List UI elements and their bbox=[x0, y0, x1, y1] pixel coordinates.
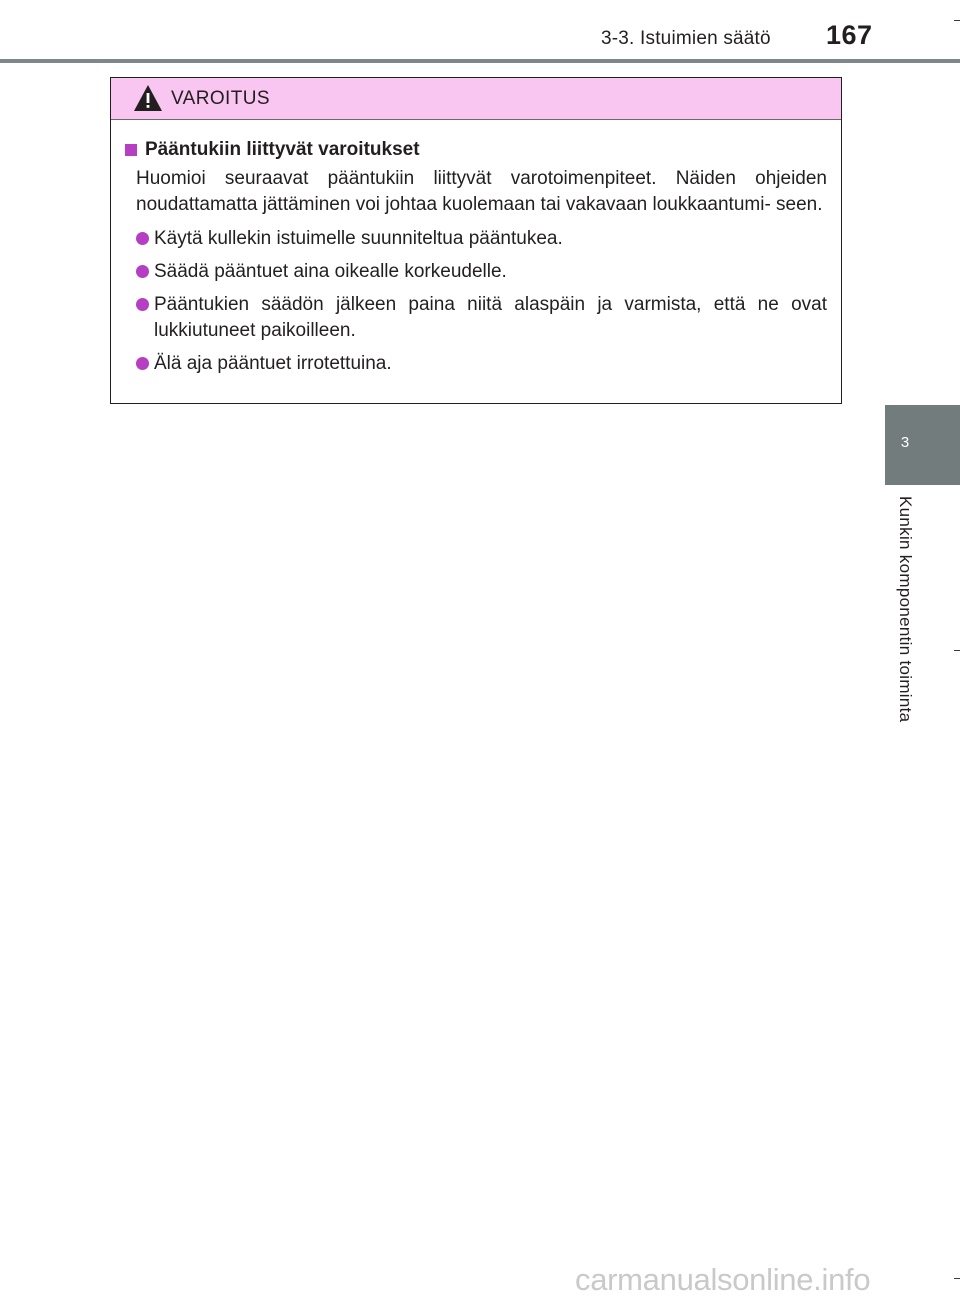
chapter-tab bbox=[885, 405, 960, 485]
header-rule bbox=[0, 59, 960, 63]
warning-header bbox=[111, 78, 841, 120]
warning-heading-text: Pääntukiin liittyvät varoitukset bbox=[145, 139, 420, 160]
list-item-text: Pääntukien säädön jälkeen paina niitä alaspäin ja varmista, että ne ovat lukkiutuneet paikoilleen. bbox=[154, 294, 827, 341]
list-item bbox=[125, 351, 827, 377]
warning-intro: Huomioi seuraavat pääntukiin liittyvät varotoimenpiteet. Näiden ohjeiden noudattamatta jättäminen voi johtaa kuolemaan tai vakavaan loukkaantumi- seen. bbox=[136, 168, 827, 215]
warning-body bbox=[111, 120, 841, 377]
warning-label: VAROITUS bbox=[171, 88, 270, 109]
list-item bbox=[125, 292, 827, 344]
header-section-title: 3-3. Istuimien säätö bbox=[601, 28, 771, 49]
list-item-text: Käytä kullekin istuimelle suunniteltua pääntukea. bbox=[154, 228, 563, 249]
chapter-title-vertical: Kunkin komponentin toiminta bbox=[896, 496, 915, 723]
list-item-text: Säädä pääntuet aina oikealle korkeudelle. bbox=[154, 261, 507, 282]
corner-tick-middle bbox=[954, 650, 960, 651]
dot-bullet-icon bbox=[136, 232, 149, 245]
warning-triangle-icon bbox=[133, 84, 163, 112]
square-bullet-icon bbox=[125, 144, 137, 156]
page-number: 167 bbox=[826, 20, 873, 50]
watermark: carmanualsonline.info bbox=[575, 1262, 871, 1297]
dot-bullet-icon bbox=[136, 357, 149, 370]
corner-tick-bottom bbox=[954, 1278, 960, 1279]
list-item bbox=[125, 259, 827, 285]
warning-list bbox=[125, 226, 827, 377]
list-item bbox=[125, 226, 827, 252]
dot-bullet-icon bbox=[136, 298, 149, 311]
dot-bullet-icon bbox=[136, 265, 149, 278]
corner-tick-top bbox=[954, 20, 960, 21]
warning-box bbox=[110, 77, 842, 404]
list-item-text: Älä aja pääntuet irrotettuina. bbox=[154, 353, 392, 374]
chapter-number: 3 bbox=[900, 434, 910, 451]
warning-heading bbox=[125, 137, 827, 163]
